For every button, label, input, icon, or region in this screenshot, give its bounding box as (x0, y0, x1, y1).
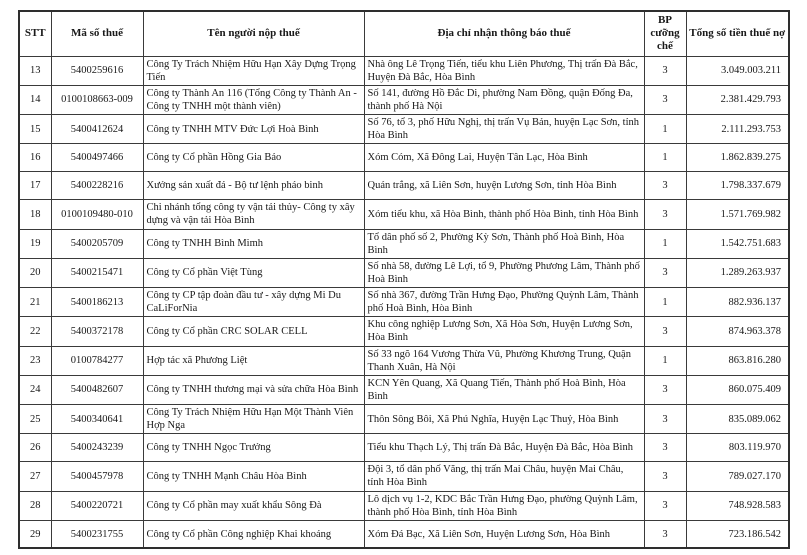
tax-debt-table (18, 10, 790, 549)
cell-tax-code: 5400372178 (51, 317, 143, 346)
cell-address: Quán trắng, xã Liên Sơn, huyện Lương Sơn, tỉnh Hòa Bình (364, 172, 644, 200)
cell-tax-code: 0100784277 (51, 346, 143, 375)
cell-amount: 874.963.378 (686, 317, 789, 346)
header-amount: Tổng số tiền thuế nợ (686, 11, 789, 56)
table-row (19, 144, 789, 172)
cell-amount: 789.027.170 (686, 462, 789, 491)
cell-address: Xóm Đá Bạc, Xã Liên Sơn, Huyện Lương Sơn, Hòa Bình (364, 520, 644, 548)
cell-enforcement: 3 (644, 375, 686, 404)
cell-enforcement: 3 (644, 85, 686, 114)
cell-stt: 18 (19, 200, 51, 229)
cell-amount: 1.798.337.679 (686, 172, 789, 200)
cell-taxpayer-name: Công ty Cổ phần Việt Tùng (143, 258, 364, 287)
document-sheet (18, 10, 788, 549)
cell-taxpayer-name: Công Ty Trách Nhiệm Hữu Hạn Một Thành Viên Hợp Nga (143, 405, 364, 434)
cell-tax-code: 5400228216 (51, 172, 143, 200)
cell-stt: 29 (19, 520, 51, 548)
cell-enforcement: 3 (644, 200, 686, 229)
cell-tax-code: 5400186213 (51, 288, 143, 317)
cell-stt: 21 (19, 288, 51, 317)
cell-enforcement: 1 (644, 288, 686, 317)
cell-address: Lô dịch vụ 1-2, KDC Bắc Trần Hưng Đạo, phường Quỳnh Lâm, thành phố Hòa Bình, tỉnh Hòa Bình (364, 491, 644, 520)
cell-taxpayer-name: Công ty TNHH Bình Mimh (143, 229, 364, 258)
cell-stt: 27 (19, 462, 51, 491)
cell-tax-code: 5400482607 (51, 375, 143, 404)
cell-enforcement: 3 (644, 56, 686, 85)
cell-taxpayer-name: Công ty Thành An 116 (Tổng Công ty Thành An - Công ty TNHH một thành viên) (143, 85, 364, 114)
cell-enforcement: 3 (644, 172, 686, 200)
table-row (19, 288, 789, 317)
cell-tax-code: 5400259616 (51, 56, 143, 85)
cell-amount: 723.186.542 (686, 520, 789, 548)
cell-stt: 17 (19, 172, 51, 200)
cell-amount: 2.111.293.753 (686, 115, 789, 144)
table-row (19, 405, 789, 434)
cell-address: Nhà ông Lê Trọng Tiến, tiểu khu Liên Phương, Thị trấn Đà Bắc, Huyện Đà Bắc, Hòa Bình (364, 56, 644, 85)
header-tax-code: Mã số thuế (51, 11, 143, 56)
cell-address: Xóm tiểu khu, xã Hòa Bình, thành phố Hòa Bình, tỉnh Hòa Bình (364, 200, 644, 229)
cell-tax-code: 5400243239 (51, 434, 143, 462)
table-row (19, 462, 789, 491)
cell-amount: 2.381.429.793 (686, 85, 789, 114)
cell-tax-code: 5400412624 (51, 115, 143, 144)
table-row (19, 520, 789, 548)
cell-address: Đội 3, tổ dân phố Văng, thị trấn Mai Châu, huyện Mai Châu, tỉnh Hòa Bình (364, 462, 644, 491)
cell-amount: 3.049.003.211 (686, 56, 789, 85)
cell-enforcement: 3 (644, 258, 686, 287)
cell-tax-code: 0100108663-009 (51, 85, 143, 114)
cell-enforcement: 3 (644, 491, 686, 520)
cell-tax-code: 5400205709 (51, 229, 143, 258)
cell-address: Khu công nghiệp Lương Sơn, Xã Hòa Sơn, Huyện Lương Sơn, Hòa Bình (364, 317, 644, 346)
header-taxpayer-name: Tên người nộp thuế (143, 11, 364, 56)
cell-taxpayer-name: Công ty Cổ phần Công nghiệp Khai khoáng (143, 520, 364, 548)
cell-stt: 28 (19, 491, 51, 520)
cell-amount: 1.542.751.683 (686, 229, 789, 258)
cell-stt: 15 (19, 115, 51, 144)
cell-stt: 22 (19, 317, 51, 346)
cell-stt: 20 (19, 258, 51, 287)
cell-address: Thôn Sông Bôi, Xã Phú Nghĩa, Huyện Lạc Thuỷ, Hòa Bình (364, 405, 644, 434)
cell-amount: 748.928.583 (686, 491, 789, 520)
cell-amount: 803.119.970 (686, 434, 789, 462)
cell-address: Tiểu khu Thạch Lý, Thị trấn Đà Bắc, Huyện Đà Bắc, Hòa Bình (364, 434, 644, 462)
cell-amount: 1.289.263.937 (686, 258, 789, 287)
cell-taxpayer-name: Công Ty Trách Nhiệm Hữu Hạn Xây Dựng Trọng Tiến (143, 56, 364, 85)
cell-stt: 24 (19, 375, 51, 404)
cell-address: Số nhà 367, đường Trần Hưng Đạo, Phường Quỳnh Lâm, Thành phố Hoà Bình, Hòa Bình (364, 288, 644, 317)
table-row (19, 56, 789, 85)
cell-taxpayer-name: Công ty TNHH MTV Đức Lợi Hoà Bình (143, 115, 364, 144)
cell-stt: 14 (19, 85, 51, 114)
cell-amount: 1.571.769.982 (686, 200, 789, 229)
cell-taxpayer-name: Xưởng sản xuất đá - Bộ tư lệnh pháo binh (143, 172, 364, 200)
cell-taxpayer-name: Công ty TNHH thương mại và sửa chữa Hòa Bình (143, 375, 364, 404)
cell-tax-code: 5400340641 (51, 405, 143, 434)
cell-address: Số nhà 58, đường Lê Lợi, tổ 9, Phường Phương Lâm, Thành phố Hoà Bình (364, 258, 644, 287)
cell-address: Tổ dân phố số 2, Phường Kỳ Sơn, Thành phố Hoà Bình, Hòa Bình (364, 229, 644, 258)
cell-enforcement: 1 (644, 346, 686, 375)
cell-enforcement: 3 (644, 405, 686, 434)
cell-taxpayer-name: Công ty TNHH Ngọc Trưởng (143, 434, 364, 462)
cell-address: Số 33 ngõ 164 Vương Thừa Vũ, Phường Khương Trung, Quận Thanh Xuân, Hà Nội (364, 346, 644, 375)
cell-tax-code: 5400497466 (51, 144, 143, 172)
table-row (19, 229, 789, 258)
cell-stt: 13 (19, 56, 51, 85)
cell-stt: 26 (19, 434, 51, 462)
cell-taxpayer-name: Công ty TNHH Mạnh Châu Hòa Bình (143, 462, 364, 491)
cell-address: KCN Yên Quang, Xã Quang Tiến, Thành phố Hoà Bình, Hòa Bình (364, 375, 644, 404)
table-row (19, 491, 789, 520)
cell-tax-code: 5400457978 (51, 462, 143, 491)
header-row (19, 11, 789, 56)
cell-enforcement: 1 (644, 115, 686, 144)
cell-taxpayer-name: Công ty Cổ phần may xuất khẩu Sông Đà (143, 491, 364, 520)
cell-taxpayer-name: Công ty Cổ phần Hồng Gia Bảo (143, 144, 364, 172)
cell-taxpayer-name: Công ty Cổ phần CRC SOLAR CELL (143, 317, 364, 346)
cell-address: Số 141, đường Hồ Đắc Di, phường Nam Đồng, quận Đống Đa, thành phố Hà Nội (364, 85, 644, 114)
cell-stt: 16 (19, 144, 51, 172)
cell-enforcement: 3 (644, 462, 686, 491)
table-row (19, 258, 789, 287)
cell-amount: 882.936.137 (686, 288, 789, 317)
header-address: Địa chỉ nhận thông báo thuế (364, 11, 644, 56)
cell-taxpayer-name: Chi nhánh tổng công ty vận tải thủy- Công ty xây dựng và vận tải Hòa Bình (143, 200, 364, 229)
cell-enforcement: 3 (644, 434, 686, 462)
table-row (19, 115, 789, 144)
cell-tax-code: 5400215471 (51, 258, 143, 287)
table-row (19, 434, 789, 462)
table-row (19, 346, 789, 375)
cell-amount: 860.075.409 (686, 375, 789, 404)
table-row (19, 317, 789, 346)
cell-amount: 863.816.280 (686, 346, 789, 375)
cell-taxpayer-name: Công ty CP tập đoàn đầu tư - xây dựng Mi Du CaLiForNia (143, 288, 364, 317)
header-stt: STT (19, 11, 51, 56)
cell-stt: 23 (19, 346, 51, 375)
header-enforcement: BP cưỡng chế (644, 11, 686, 56)
table-row (19, 172, 789, 200)
cell-stt: 19 (19, 229, 51, 258)
cell-enforcement: 1 (644, 144, 686, 172)
cell-enforcement: 3 (644, 317, 686, 346)
cell-address: Số 76, tổ 3, phố Hữu Nghị, thị trấn Vụ Bản, huyện Lạc Sơn, tỉnh Hòa Bình (364, 115, 644, 144)
cell-tax-code: 5400231755 (51, 520, 143, 548)
table-row (19, 85, 789, 114)
cell-taxpayer-name: Hợp tác xã Phương Liệt (143, 346, 364, 375)
cell-tax-code: 0100109480-010 (51, 200, 143, 229)
cell-tax-code: 5400220721 (51, 491, 143, 520)
cell-enforcement: 3 (644, 520, 686, 548)
cell-amount: 1.862.839.275 (686, 144, 789, 172)
table-row (19, 200, 789, 229)
cell-stt: 25 (19, 405, 51, 434)
cell-amount: 835.089.062 (686, 405, 789, 434)
cell-enforcement: 1 (644, 229, 686, 258)
cell-address: Xóm Cóm, Xã Đông Lai, Huyện Tân Lạc, Hòa Bình (364, 144, 644, 172)
table-row (19, 375, 789, 404)
